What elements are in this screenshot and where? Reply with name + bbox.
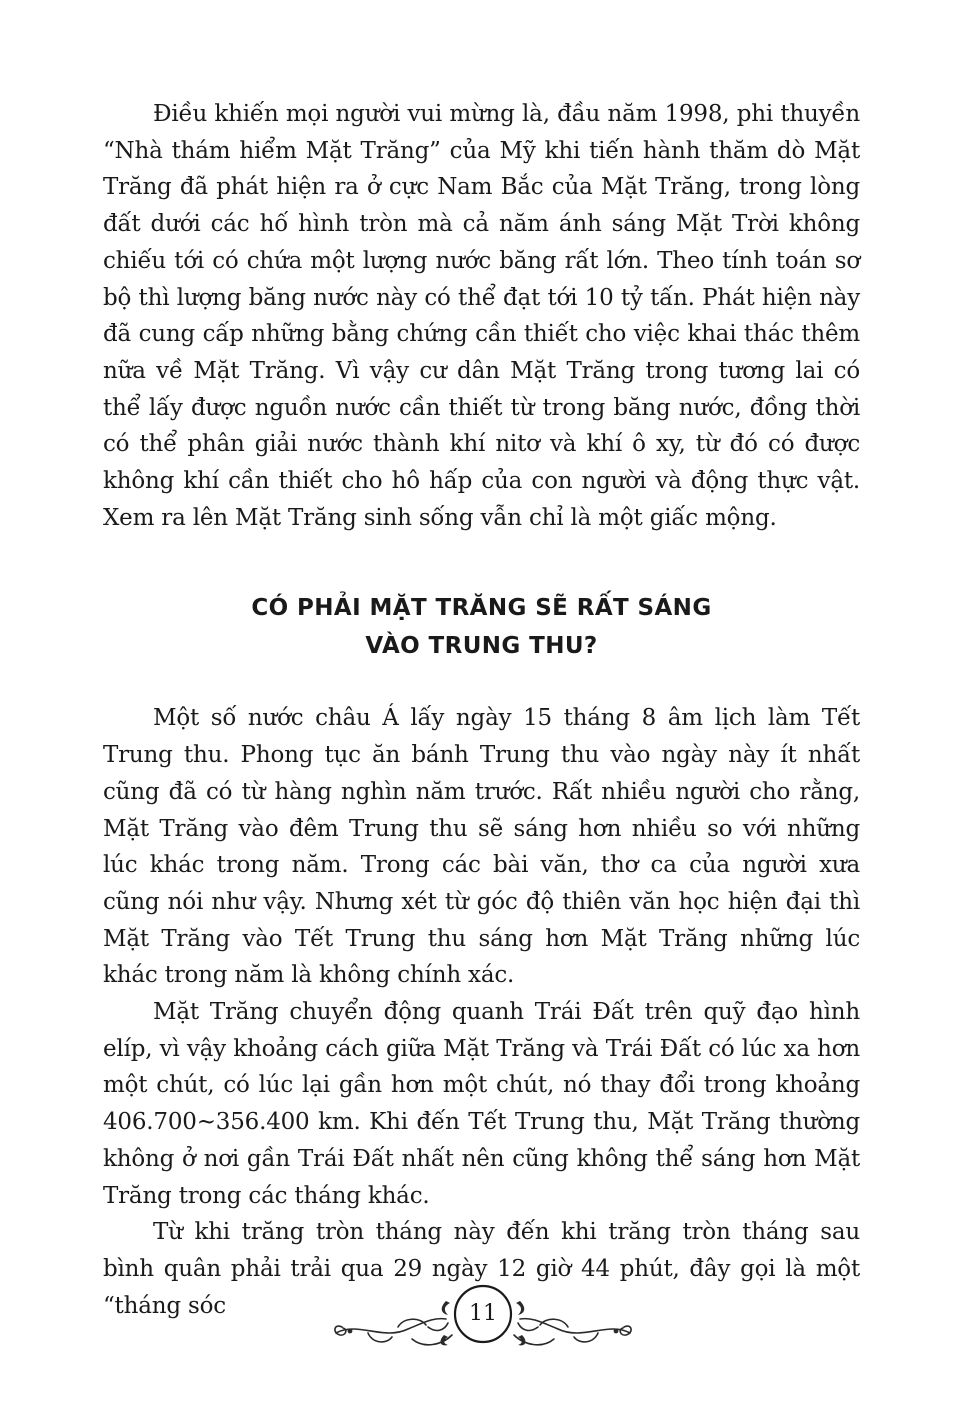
page-content bbox=[103, 96, 860, 1324]
body-paragraph: Một số nước châu Á lấy ngày 15 tháng 8 âm lịch làm Tết Trung thu. Phong tục ăn bánh Trung thu vào ngày này ít nhất cũng đã có từ hàng nghìn năm trước. Rất nhiều người cho rằng, Mặt Trăng vào đêm Trung thu sẽ sáng hơn nhiều so với những lúc khác trong năm. Trong các bài văn, thơ ca của người xưa cũng nói như vậy. Nhưng xét từ góc độ thiên văn học hiện đại thì Mặt Trăng vào Tết Trung thu sáng hơn Mặt Trăng những lúc khác trong năm là không chính xác. bbox=[103, 705, 860, 989]
body-paragraph: Mặt Trăng chuyển động quanh Trái Đất trên quỹ đạo hình elíp, vì vậy khoảng cách giữa Mặt Trăng và Trái Đất có lúc xa hơn một chút, có lúc lại gần hơn một chút, nó thay đổi trong khoảng 406.700~356.400 km. Khi đến Tết Trung thu, Mặt Trăng thường không ở nơi gần Trái Đất nhất nên cũng không thể sáng hơn Mặt Trăng trong các tháng khác. bbox=[103, 999, 860, 1209]
page-footer bbox=[328, 1283, 638, 1357]
section-title bbox=[103, 589, 860, 665]
section-title-line-2: VÀO TRUNG THU? bbox=[365, 633, 598, 660]
body-paragraph: Từ khi trăng tròn tháng này đến khi trăng tròn tháng sau bình quân phải trải qua 29 ngày 12 giờ 44 phút, đây gọi là một “tháng sóc bbox=[103, 1219, 860, 1319]
section-body bbox=[103, 700, 860, 1324]
body-paragraph: Điều khiến mọi người vui mừng là, đầu năm 1998, phi thuyền “Nhà thám hiểm Mặt Trăng” của Mỹ khi tiến hành thăm dò Mặt Trăng đã phát hiện ra ở cực Nam Bắc của Mặt Trăng, trong lòng đất dưới các hố hình tròn mà cả năm ánh sáng Mặt Trời không chiếu tới có chứa một lượng nước băng rất lớn. Theo tính toán sơ bộ thì lượng băng nước này có thể đạt tới 10 tỷ tấn. Phát hiện này đã cung cấp những bằng chứng cần thiết cho việc khai thác thêm nữa về Mặt Trăng. Vì vậy cư dân Mặt Trăng trong tương lai có thể lấy được nguồn nước cần thiết từ trong băng nước, đồng thời có thể phân giải nước thành khí nitơ và khí ô xy, từ đó có được không khí cần thiết cho hô hấp của con người và động thực vật. Xem ra lên Mặt Trăng sinh sống vẫn chỉ là một giấc mộng. bbox=[103, 101, 860, 531]
section-title-line-1: CÓ PHẢI MẶT TRĂNG SẼ RẤT SÁNG bbox=[251, 595, 712, 622]
page-number: 11 bbox=[469, 1301, 497, 1326]
